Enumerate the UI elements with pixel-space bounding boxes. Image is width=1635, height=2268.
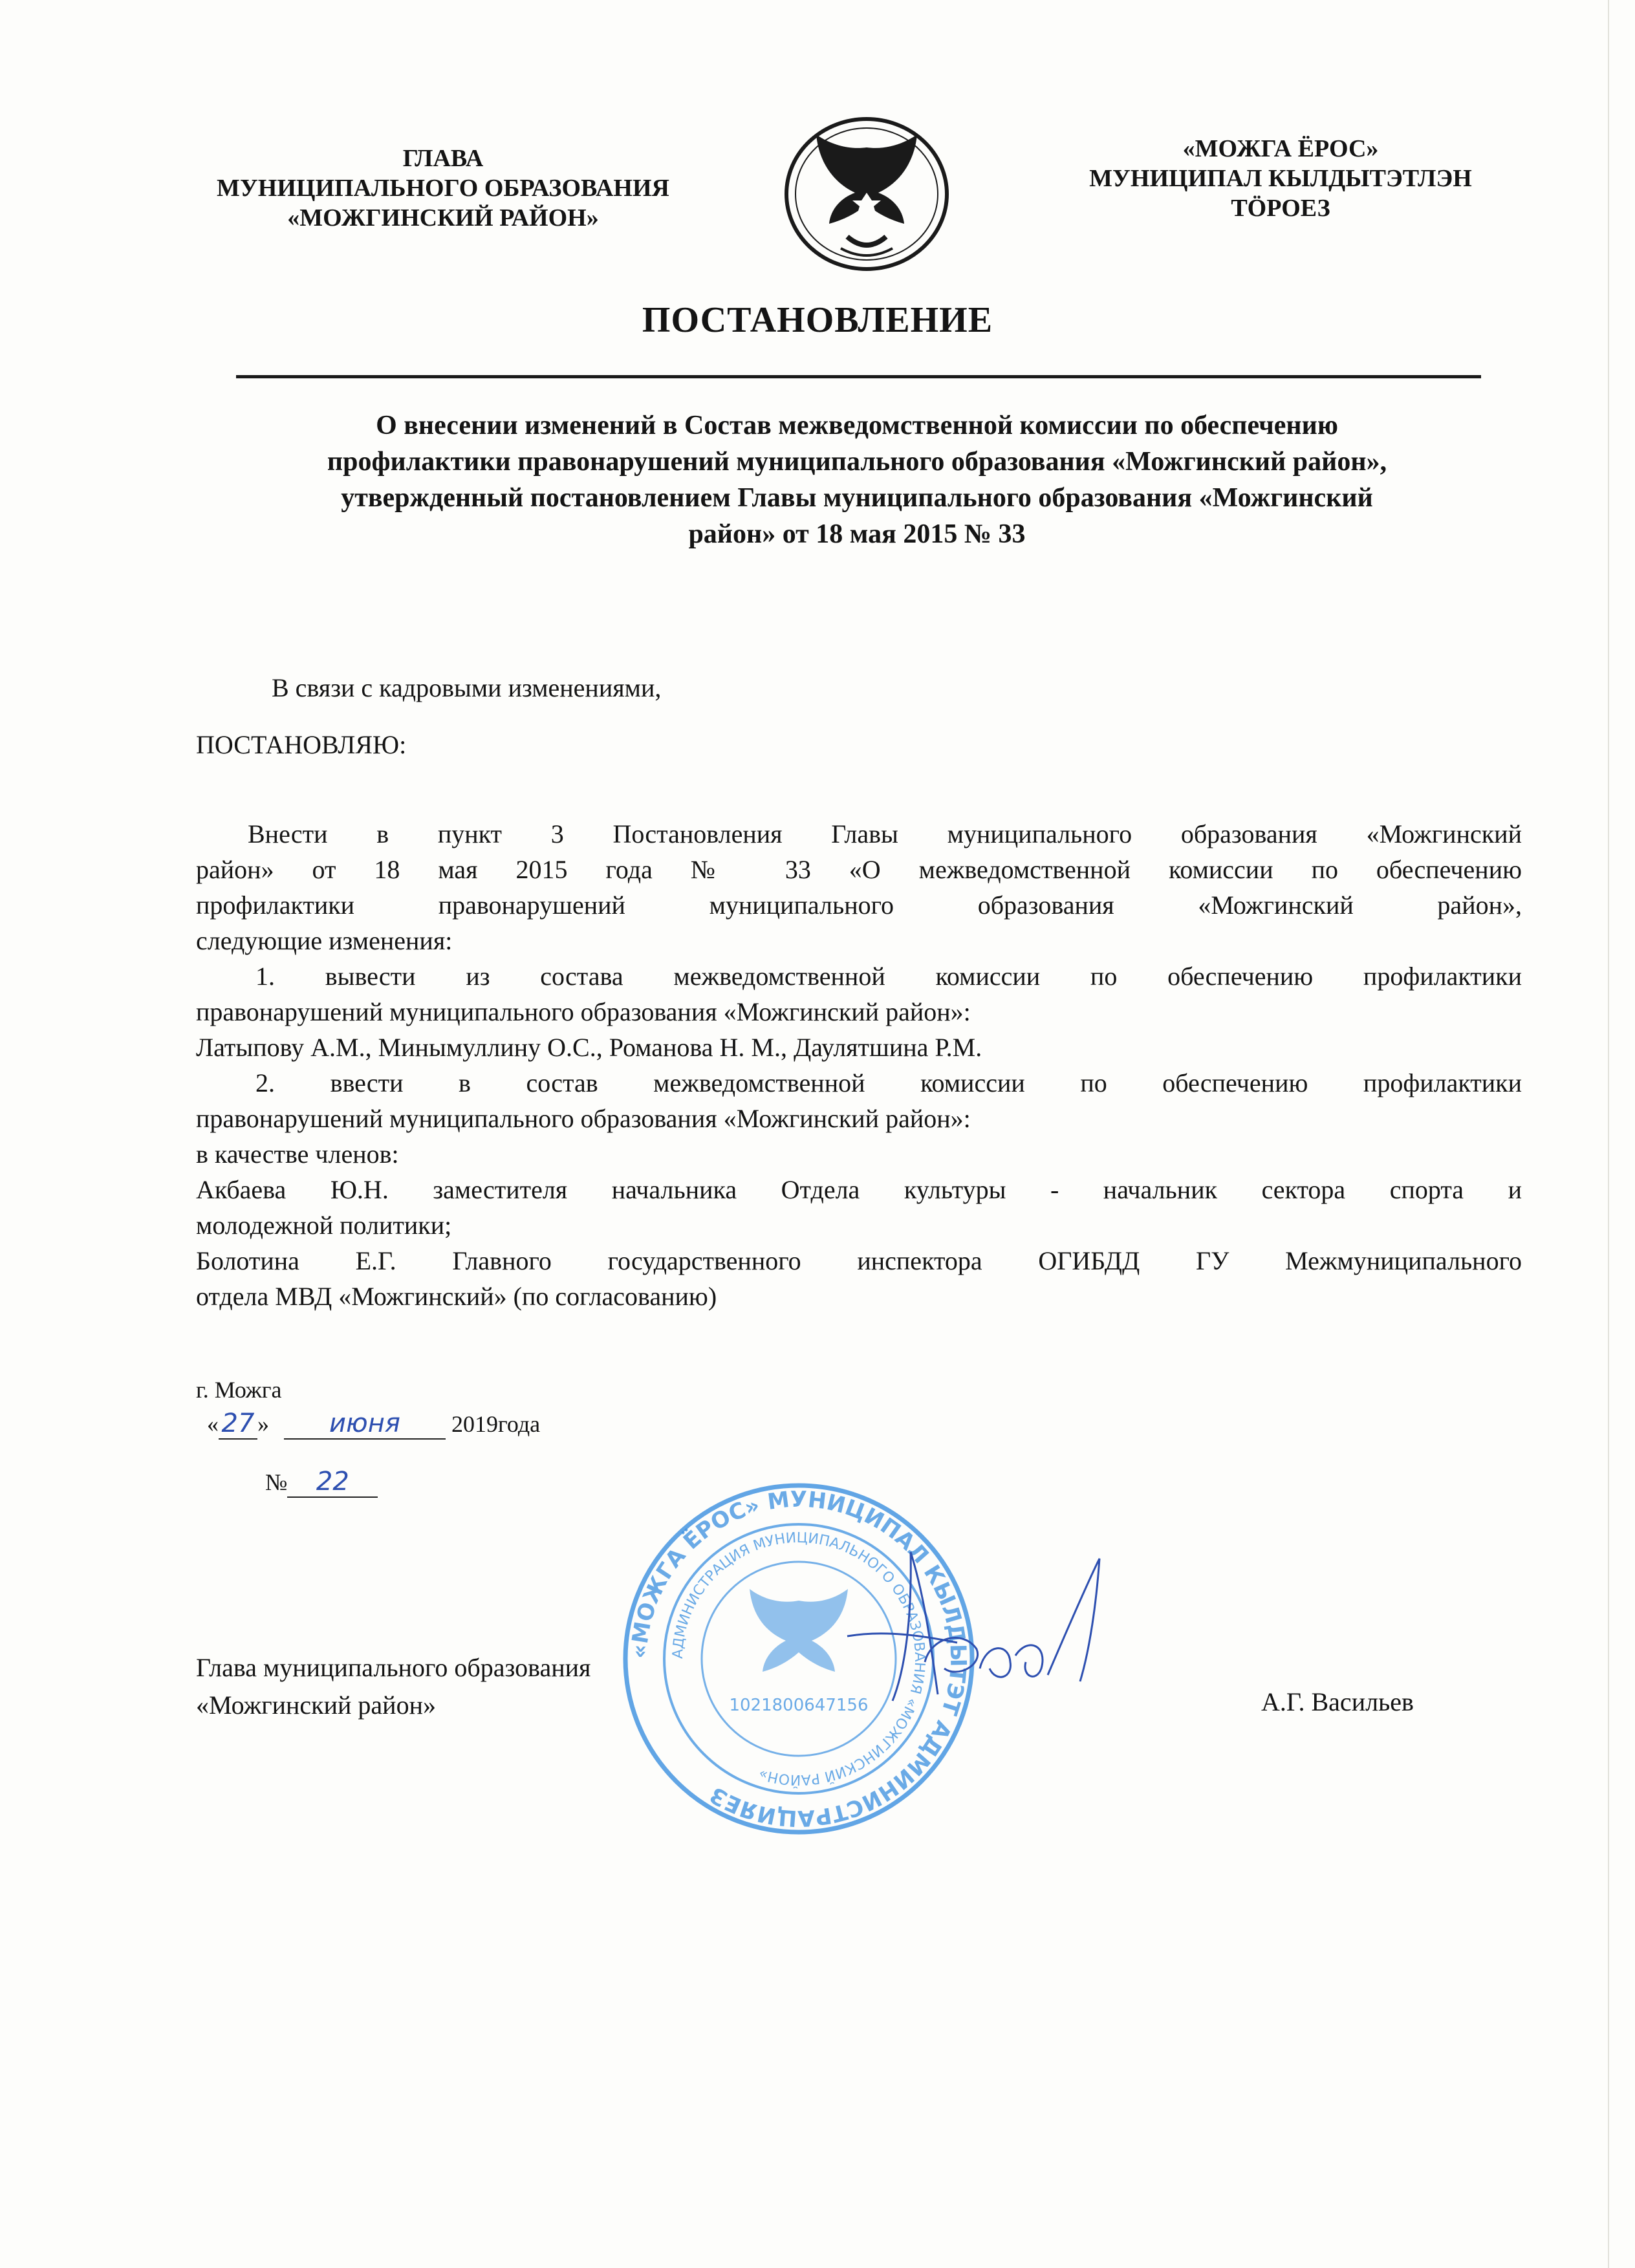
title-line: профилактики правонарушений муниципального образования «Можгинский район», bbox=[327, 447, 1387, 477]
title-line: утвержденный постановлением Главы муниципального образования «Можгинский bbox=[341, 483, 1373, 513]
decree-word: ПОСТАНОВЛЯЮ: bbox=[196, 730, 407, 759]
item-2-line: в качестве членов: bbox=[196, 1139, 399, 1169]
date-line bbox=[207, 1409, 540, 1440]
seal-outer-text: «МОЖГА ЁРОС» МУНИЦИПАЛ КЫЛДЫТЭТ АДМИНИСТРАЦИЯЕЗ bbox=[626, 1486, 971, 1831]
handwritten-signature bbox=[834, 1539, 1119, 1707]
decree-body bbox=[196, 816, 1522, 1314]
number-sign: № bbox=[265, 1469, 288, 1495]
body-line: следующие изменения: bbox=[196, 926, 453, 955]
item-2-line: 2. ввести в состав межведомственной комиссии по обеспечению профилактики bbox=[255, 1068, 1522, 1097]
item-2-line: Акбаева Ю.Н. заместителя начальника Отдела культуры - начальник сектора спорта и bbox=[196, 1175, 1522, 1204]
header-divider bbox=[236, 375, 1481, 378]
header-right-block bbox=[1048, 134, 1513, 223]
item-2-line: молодежной политики; bbox=[196, 1211, 452, 1240]
signatory-title-line: Глава муниципального образования bbox=[196, 1653, 591, 1682]
item-2-line: отдела МВД «Можгинский» (по согласованию) bbox=[196, 1282, 717, 1311]
header-left-line: «МОЖГИНСКИЙ РАЙОН» bbox=[287, 204, 599, 232]
item-2-line: правонарушений муниципального образования «Можгинский район»: bbox=[196, 1104, 971, 1133]
item-1-line: правонарушений муниципального образования «Можгинский район»: bbox=[196, 997, 971, 1026]
header-left-block bbox=[188, 144, 698, 233]
document-title bbox=[213, 407, 1500, 552]
date-open-quote: « bbox=[207, 1411, 219, 1437]
signatory-title bbox=[196, 1649, 590, 1724]
coat-of-arms-icon bbox=[776, 110, 957, 278]
item-2-line: Болотина Е.Г. Главного государственного инспектора ОГИБДД ГУ Межмуниципального bbox=[196, 1246, 1522, 1275]
item-1-line: 1. вывести из состава межведомственной комиссии по обеспечению профилактики bbox=[255, 962, 1522, 991]
preamble-text: В связи с кадровыми изменениями, bbox=[272, 673, 662, 702]
header-right-line: МУНИЦИПАЛ КЫЛДЫТЭТЛЭН bbox=[1089, 165, 1472, 192]
number-value: 22 bbox=[287, 1467, 378, 1498]
body-line: профилактики правонарушений муниципального образования «Можгинский район», bbox=[196, 891, 1522, 920]
signatory-title-line: «Можгинский район» bbox=[196, 1690, 436, 1720]
body-line: Внести в пункт 3 Постановления Главы муниципального образования «Можгинский bbox=[248, 819, 1522, 848]
title-line: район» от 18 мая 2015 № 33 bbox=[688, 519, 1026, 549]
document-number bbox=[265, 1467, 378, 1498]
header-left-line: ГЛАВА bbox=[402, 145, 484, 172]
title-line: О внесении изменений в Состав межведомственной комиссии по обеспечению bbox=[376, 411, 1338, 440]
date-day: 27 bbox=[219, 1409, 257, 1440]
header-right-line: ТӦРОЕЗ bbox=[1231, 195, 1330, 222]
signatory-name: А.Г. Васильев bbox=[1261, 1687, 1414, 1716]
date-close-quote: » bbox=[257, 1411, 269, 1437]
document-type-heading: ПОСТАНОВЛЕНИЕ bbox=[642, 300, 993, 340]
date-year: 2019года bbox=[451, 1411, 541, 1437]
header-right-line: «МОЖГА ЁРОС» bbox=[1182, 135, 1379, 162]
seal-inner-text: АДМИНИСТРАЦИЯ МУНИЦИПАЛЬНОГО ОБРАЗОВАНИЯ «МОЖГИНСКИЙ РАЙОН» bbox=[669, 1529, 928, 1788]
seal-ogrn: 1021800647156 bbox=[729, 1696, 869, 1715]
date-month: июня bbox=[284, 1409, 446, 1440]
body-line: район» от 18 мая 2015 года № 33 «О межведомственной комиссии по обеспечению bbox=[196, 855, 1522, 884]
item-1-line: Латыпову А.М., Минымуллину О.С., Романова Н. М., Даулятшина Р.М. bbox=[196, 1033, 982, 1062]
header-left-line: МУНИЦИПАЛЬНОГО ОБРАЗОВАНИЯ bbox=[217, 175, 669, 202]
place-of-issue: г. Можга bbox=[196, 1377, 282, 1403]
